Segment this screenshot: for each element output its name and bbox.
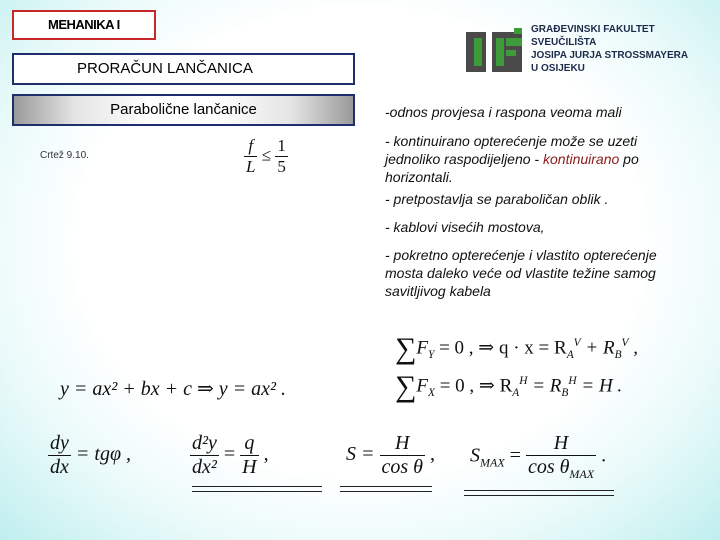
- double-underline: [192, 486, 322, 492]
- page-subtitle: Parabolične lančanice: [12, 94, 355, 126]
- faculty-line-1: GRAĐEVINSKI FAKULTET: [531, 24, 655, 35]
- double-underline: [340, 486, 432, 492]
- curvature-formula: $\frac{\text{d²y}}{\text{dx²}}$ = $\frac{q}{H}$ ,: [192, 432, 269, 478]
- faculty-line-2: SVEUČILIŠTA: [531, 37, 597, 48]
- ratio-formula: $\frac{f}{L}$ ≤ $\frac{1}{5}$: [246, 136, 286, 176]
- parabola-formula: y = ax² + bx + c ⇒ y = ax² .: [60, 378, 286, 400]
- double-underline: [464, 490, 614, 496]
- faculty-name: [531, 23, 688, 75]
- text-item-5: - pokretno opterećenje i vlastito opterećenje mosta daleko veće od vlastite težine samog savitljivog kabela: [385, 247, 657, 299]
- equilibrium-x-formula: $\sum F_X = 0$ , ⇒ $R_A^H = R_B^H = H$ .: [395, 370, 623, 403]
- text-item-3: - pretpostavlja se paraboličan oblik .: [385, 191, 609, 207]
- faculty-logo-icon: [466, 28, 522, 72]
- figure-caption: Crtež 9.10.: [40, 150, 89, 161]
- max-cable-force-formula: $S_{MAX}$ = $\frac{H}{\cos \theta_{MAX}}$ .: [470, 432, 607, 481]
- equilibrium-y-formula: $\sum F_Y = 0$ , ⇒ $q \cdot x = R_A^V + R_B^V$ ,: [395, 332, 639, 365]
- explanation-text: [385, 103, 690, 300]
- text-item-4: - kablovi visećih mostova,: [385, 219, 545, 235]
- page-title: PRORAČUN LANČANICA: [12, 53, 355, 85]
- slope-formula: $\frac{dy}{dx}$ = tgφ ,: [50, 432, 132, 478]
- course-label: MEHANIKA I: [12, 10, 156, 40]
- cable-force-formula: S = $\frac{H}{\text{cos θ}}$ ,: [346, 432, 435, 478]
- faculty-line-4: U OSIJEKU: [531, 63, 585, 74]
- text-item-2: - kontinuirano opterećenje može se uzeti jednoliko raspodijeljeno - kontinuirano po horizontali.: [385, 133, 639, 185]
- faculty-line-3: JOSIPA JURJA STROSSMAYERA: [531, 50, 689, 61]
- text-item-1: -odnos provjesa i raspona veoma mali: [385, 104, 622, 120]
